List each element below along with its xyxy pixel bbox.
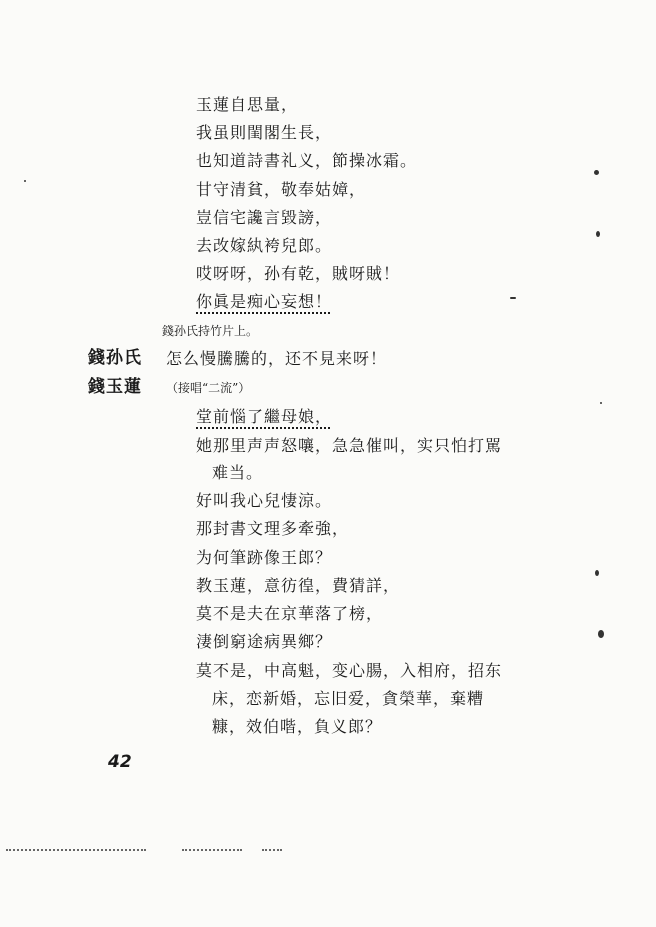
aria-line: 她那里声声怒嚷，急急催叫，实只怕打駡	[196, 436, 503, 455]
aria-line: 莫不是，中高魁，变心腸，入相府，招东	[196, 661, 503, 680]
verse-line: 你眞是痴心妄想！	[196, 292, 333, 311]
page-number: 42	[108, 752, 132, 772]
scan-artifact	[262, 849, 282, 853]
verse-line: 哎呀呀，孙有乾，賊呀賊！	[196, 264, 401, 283]
aria-line: 教玉蓮，意彷徨，費猜詳，	[196, 576, 401, 595]
dialogue-text: 怎么慢騰騰的，还不見来呀！	[166, 349, 388, 368]
aria-line: 好叫我心兒悽涼。	[196, 491, 333, 510]
aria-note: （接唱“二流”）	[166, 381, 251, 395]
aria-line: 莫不是夫在京華落了榜，	[196, 604, 384, 623]
scan-speck	[596, 231, 600, 237]
scan-speck	[594, 170, 599, 175]
verse-line: 豈信宅讒言毀謗，	[196, 208, 333, 227]
aria-line: 难当。	[212, 463, 264, 482]
scan-speck	[510, 297, 516, 299]
verse-line: 玉蓮自思量，	[196, 95, 299, 114]
aria-line: 堂前惱了繼母娘，	[196, 407, 333, 426]
aria-line: 糠，效伯喈，負义郎？	[212, 717, 383, 736]
verse-line: 也知道詩書礼义，節操冰霜。	[196, 151, 418, 170]
scan-speck	[595, 570, 599, 576]
scan-artifact	[182, 849, 242, 853]
verse-line: 甘守清貧，敬奉姑嫜，	[196, 180, 367, 199]
verse-line: 去改嫁紈袴兒郎。	[196, 236, 333, 255]
aria-line: 床，恋新婚，忘旧爱，貪榮華，棄糟	[212, 689, 485, 708]
scan-speck	[600, 402, 602, 404]
verse-line: 我虽則閨閣生長，	[196, 123, 333, 142]
aria-line: 那封書文理多牽強，	[196, 519, 350, 538]
stage-direction: 錢孙氏持竹片上。	[162, 324, 259, 338]
scan-speck	[24, 180, 26, 182]
speaker-name: 錢玉蓮	[88, 377, 142, 397]
speaker-name: 錢孙氏	[88, 348, 142, 368]
aria-line: 淒倒窮途病異鄉？	[196, 632, 333, 651]
scan-artifact	[6, 849, 146, 853]
aria-line: 为何筆跡像王郎？	[196, 548, 333, 567]
scan-speck	[598, 630, 604, 638]
